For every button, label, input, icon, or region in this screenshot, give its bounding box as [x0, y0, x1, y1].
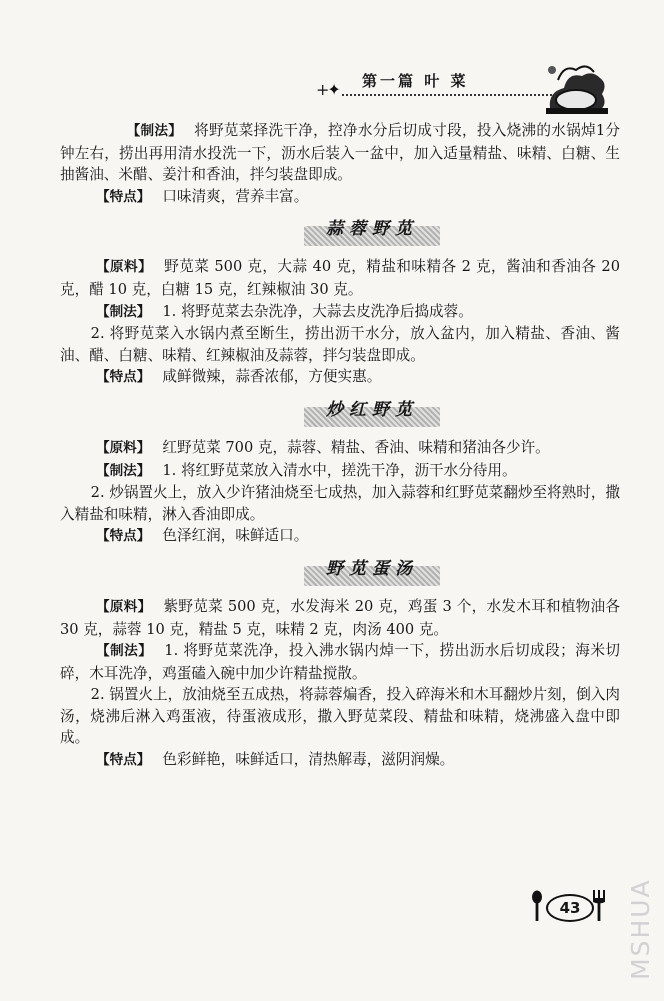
- recipe-title: 野苋蛋汤: [306, 556, 438, 584]
- recipe-title-wrap: [124, 556, 620, 586]
- paragraph: [60, 525, 620, 548]
- paragraph-text: 口味清爽，营养丰富。: [162, 187, 309, 205]
- fork-icon: [592, 890, 606, 922]
- paragraph-text: 红野苋菜 700 克，蒜蓉、精盐、香油、味精和猪油各少许。: [162, 438, 550, 456]
- paragraph-text: 1. 将野苋菜洗净，投入沸水锅内焯一下，捞出沥水后切成段；海米切碎，木耳洗净，鸡蛋磕入碗中加少许精盐搅散。: [60, 642, 620, 682]
- recipe-section: [60, 437, 620, 548]
- paragraph: [60, 684, 620, 749]
- paragraph: [60, 460, 620, 483]
- chef-icon: [542, 62, 612, 118]
- paragraph: [60, 366, 620, 389]
- paragraph-text: 野苋菜 500 克，大蒜 40 克，精盐和味精各 2 克，酱油和香油各 20 克，醋 10 克，白糖 15 克，红辣椒油 30 克。: [60, 258, 620, 298]
- recipe-title: 蒜蓉野苋: [306, 216, 438, 244]
- paragraph-text: 色泽红润，味鲜适口。: [162, 527, 309, 545]
- paragraph-text: 咸鲜微辣，蒜香浓郁，方便实惠。: [162, 368, 382, 386]
- label: 【原料】: [96, 259, 153, 276]
- recipe-title-wrap: [124, 397, 620, 427]
- label: 【原料】: [96, 598, 152, 615]
- paragraph-text: 将野苋菜择洗干净，控净水分后切成寸段，投入烧沸的水锅焯1分钟左右，捞出再用清水投洗一下，沥水后装入一盆中，加入适量精盐、味精、白糖、生抽酱油、米醋、姜汁和香油，拌匀装盘即成。: [60, 122, 621, 184]
- paragraph-text: 紫野苋菜 500 克，水发海米 20 克，鸡蛋 3 个，水发木耳和植物油各 30 克，蒜蓉 10 克，精盐 5 克，味精 2 克，肉汤 400 克。: [60, 597, 621, 638]
- recipe-section: [60, 596, 620, 772]
- label: 【制法】: [96, 462, 151, 479]
- chapter-title: 第一篇 叶 菜: [362, 72, 469, 90]
- paragraph: [60, 256, 620, 300]
- header-divider: [342, 94, 552, 96]
- page-header: [316, 62, 616, 112]
- sparkle-icon: +✦: [316, 80, 339, 99]
- recipe-section: [60, 256, 620, 389]
- paragraph-text: 色彩鲜艳，味鲜适口，清热解毒，滋阴润燥。: [162, 751, 455, 769]
- spoon-icon: [530, 890, 544, 922]
- label: 【特点】: [96, 369, 151, 386]
- page-number-badge: [530, 890, 610, 924]
- paragraph-text: 2. 将野苋菜入水锅内煮至断生，捞出沥干水分，放入盆内，加入精盐、香油、酱油、醋、白糖、味精、红辣椒油及蒜蓉，拌匀装盘即成。: [60, 325, 620, 364]
- paragraph: [60, 482, 620, 525]
- label: 【特点】: [96, 188, 151, 205]
- paragraph: [60, 186, 620, 209]
- paragraph: [60, 323, 620, 366]
- label: 【制法】: [126, 123, 183, 139]
- label: 【原料】: [96, 439, 151, 456]
- paragraph: [60, 640, 620, 684]
- page-number: 43: [546, 894, 594, 922]
- label: 【制法】: [96, 643, 153, 660]
- paragraph-text: 2. 炒锅置火上，放入少许猪油烧至七成热，加入蒜蓉和红野苋菜翻炒至将熟时，撒入精盐和味精，淋入香油即成。: [60, 484, 621, 523]
- label: 【特点】: [96, 752, 151, 769]
- recipe-title-wrap: [124, 216, 620, 246]
- paragraph: [60, 120, 620, 186]
- label: 【制法】: [96, 303, 151, 320]
- recipe-section: [60, 120, 620, 208]
- paragraph-text: 1. 将野苋菜去杂洗净，大蒜去皮洗净后捣成蓉。: [162, 302, 473, 320]
- paragraph: [60, 437, 620, 460]
- label: 【特点】: [96, 528, 151, 545]
- watermark: MSHUA: [626, 878, 655, 980]
- recipe-content: [60, 120, 620, 777]
- paragraph: [60, 301, 620, 324]
- recipe-title: 炒红野苋: [306, 397, 438, 425]
- paragraph-text: 1. 将红野苋菜放入清水中，搓洗干净，沥干水分待用。: [162, 461, 517, 479]
- paragraph: [60, 749, 620, 772]
- paragraph-text: 2. 锅置火上，放油烧至五成热，将蒜蓉煸香，投入碎海米和木耳翻炒片刻，倒入肉汤，烧沸后淋入鸡蛋液，待蛋液成形，撒入野苋菜段、精盐和味精，烧沸盛入盘中即成。: [60, 686, 621, 747]
- paragraph: [60, 596, 620, 640]
